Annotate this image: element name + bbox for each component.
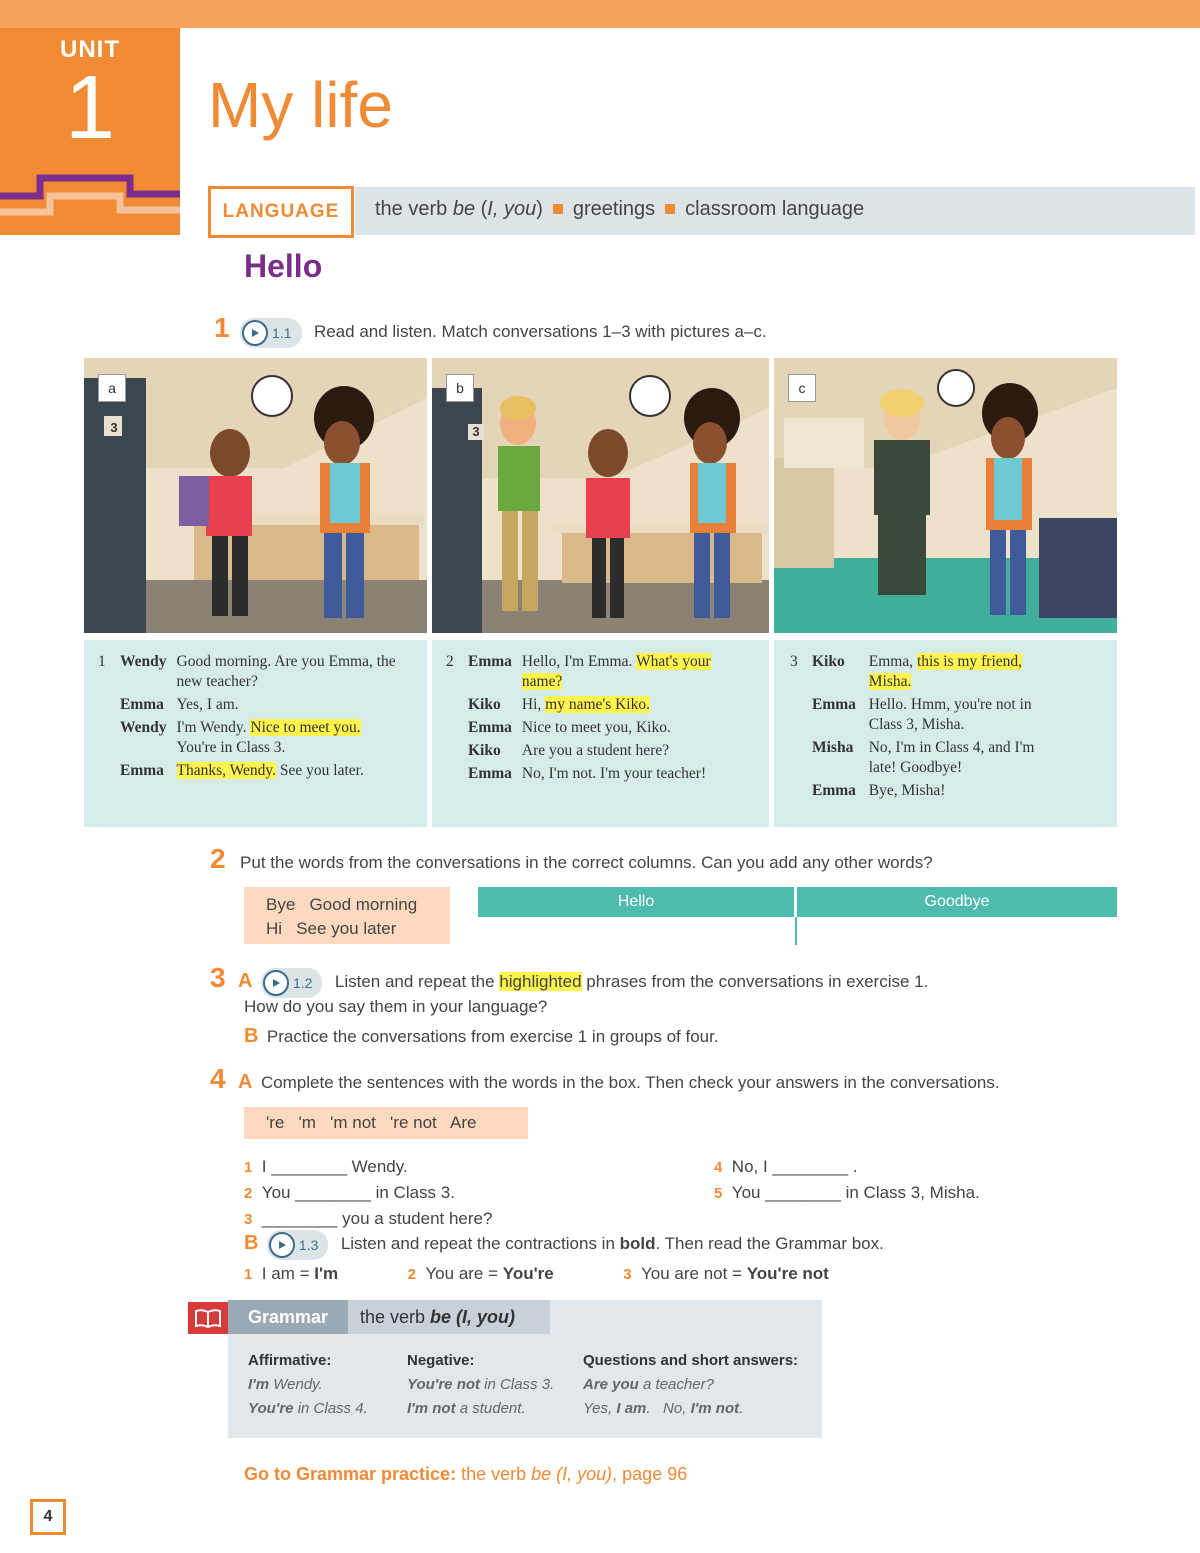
ex3-a-line2: How do you say them in your language? (244, 997, 548, 1016)
conversation-3 (774, 640, 1117, 827)
ex1-instruction: Read and listen. Match conversations 1–3 with pictures a–c. (313, 322, 767, 341)
answer-blank[interactable]: ________ (765, 1183, 841, 1202)
page-title: My life (208, 69, 393, 141)
convo-line: Kiko Are you a student here? (468, 742, 670, 759)
conversation-2 (432, 640, 769, 827)
language-topics (375, 198, 864, 221)
ex4-contractions (244, 1264, 829, 1284)
highlighted-phrase: Nice to meet you. (250, 719, 361, 736)
contraction-3: 3 You are not = You're not (623, 1264, 829, 1283)
sentence-5: 5 You ________ in Class 3, Misha. (714, 1183, 980, 1202)
sentence-3: 3 ________ you a student here? (244, 1209, 493, 1228)
convo-line: 1 Wendy Good morning. Are you Emma, the new teacher? (98, 653, 396, 690)
highlighted-phrase: Thanks, Wendy. (176, 762, 277, 779)
answer-blank[interactable]: ________ (295, 1183, 371, 1202)
language-label: LANGUAGE (208, 186, 354, 238)
ex4-word-box: 're 'm 'm not 're not Are (244, 1107, 528, 1139)
convo-line: Kiko Hi, my name's Kiko. (468, 696, 650, 713)
top-bar (0, 0, 1200, 28)
convo-line: Emma Nice to meet you, Kiko. (468, 719, 671, 736)
answer-blank[interactable]: ________ (271, 1157, 347, 1176)
convo-line: Emma Thanks, Wendy. See you later. (120, 762, 364, 779)
highlighted-phrase: What's your name? (521, 653, 711, 690)
ex3-audio-button[interactable]: 1.2 (261, 968, 322, 998)
ex1-number: 1 (214, 312, 230, 343)
highlighted-word: highlighted (499, 972, 582, 991)
scene-b-illustration (432, 358, 769, 633)
scene-c-illustration (774, 358, 1117, 633)
conversation-1 (84, 640, 427, 827)
bullet-square-icon (553, 204, 563, 214)
section-title: Hello (244, 248, 323, 284)
convo-line: Emma No, I'm not. I'm your teacher! (468, 765, 707, 782)
sentence-4: 4 No, I ________ . (714, 1157, 858, 1176)
unit-number: 1 (64, 58, 116, 158)
answer-blank[interactable]: ________ (772, 1157, 849, 1176)
convo-line: Wendy I'm Wendy. Nice to meet you. You're in Class 3. (120, 719, 361, 756)
ex3-number: 3 (210, 962, 226, 993)
ex4-number: 4 (210, 1063, 226, 1094)
ex4-a: 4 A Complete the sentences with the words in the box. Then check your answers in the conversations. (210, 1063, 1000, 1094)
ex4-b: B 1.3 Listen and repeat the contractions in bold. Then read the Grammar box. (244, 1230, 884, 1260)
play-icon (269, 1232, 295, 1258)
column-header-hello: Hello (478, 887, 794, 917)
ex2-word-box: Bye Good morning Hi See you later (244, 887, 450, 944)
grammar-subtitle: the verb be (I, you) (348, 1300, 550, 1334)
convo-line: Emma Hello. Hmm, you're not in Class 3, Misha. (812, 696, 1032, 733)
contraction-1: 1 I am = I'm (244, 1264, 339, 1283)
column-header-goodbye: Goodbye (797, 887, 1117, 917)
picture-b (432, 358, 769, 633)
grammar-questions: Questions and short answers: Are you a teacher? Yes, I am. No, I'm not. (583, 1352, 799, 1417)
page-number: 4 (30, 1499, 66, 1535)
highlighted-phrase: my name's Kiko. (545, 696, 650, 713)
column-divider (795, 917, 797, 945)
picture-label-a: a (98, 374, 126, 402)
door-number: 3 (468, 424, 484, 440)
scene-a-illustration (84, 358, 427, 633)
picture-label-b: b (446, 374, 474, 402)
bullet-square-icon (665, 204, 675, 214)
play-icon (263, 970, 289, 996)
unit-box (0, 28, 180, 235)
answer-blank[interactable]: ________ (261, 1209, 338, 1228)
topic-greetings: greetings (572, 198, 656, 220)
convo-line: 3 Kiko Emma, this is my friend, Misha. (790, 653, 1023, 690)
ex3-b: B Practice the conversations from exercise 1 in groups of four. (244, 1025, 719, 1047)
door-number: 3 (106, 420, 122, 436)
topic-verb-be: the verb be (I, you) (375, 198, 543, 220)
ex4-audio-button[interactable]: 1.3 (267, 1230, 328, 1260)
convo-line: 2 Emma Hello, I'm Emma. What's your name? (446, 653, 711, 690)
picture-label-c: c (788, 374, 816, 402)
picture-c (774, 358, 1117, 633)
sentence-1: 1 I ________ Wendy. (244, 1157, 408, 1176)
unit-label: UNIT (60, 36, 120, 63)
grammar-affirmative: Affirmative: I'm Wendy. You're in Class 4. (248, 1352, 368, 1417)
grammar-practice-link[interactable]: Go to Grammar practice: the verb be (I, you), page 96 (244, 1464, 688, 1484)
ex2-instruction: Put the words from the conversations in the correct columns. Can you add any other words? (240, 853, 933, 872)
book-icon (188, 1302, 228, 1334)
convo-line: Emma Bye, Misha! (812, 782, 946, 799)
ex4-sentences-left (244, 1154, 492, 1232)
ex4-sentences-right (714, 1154, 980, 1206)
highlighted-phrase: this is my friend, Misha. (868, 653, 1023, 690)
ex2-number: 2 (210, 843, 226, 874)
grammar-negative: Negative: You're not in Class 3. I'm not a student. (407, 1352, 555, 1417)
play-icon (242, 320, 268, 346)
ex1-header (214, 312, 767, 348)
grammar-label: Grammar (228, 1300, 348, 1334)
picture-a (84, 358, 427, 633)
ex3-a: 3 A 1.2 Listen and repeat the highlighted phrases from the conversations in exercise 1. (210, 962, 928, 998)
unit-stripes-decoration (0, 156, 180, 235)
ex2-header (210, 843, 933, 875)
contraction-2: 2 You are = You're (407, 1264, 554, 1283)
ex1-audio-button[interactable]: 1.1 (240, 318, 301, 348)
convo-line: Misha No, I'm in Class 4, and I'm late! Goodbye! (812, 739, 1035, 776)
topic-classroom: classroom language (685, 198, 865, 220)
sentence-2: 2 You ________ in Class 3. (244, 1183, 455, 1202)
convo-line: Emma Yes, I am. (120, 696, 239, 713)
